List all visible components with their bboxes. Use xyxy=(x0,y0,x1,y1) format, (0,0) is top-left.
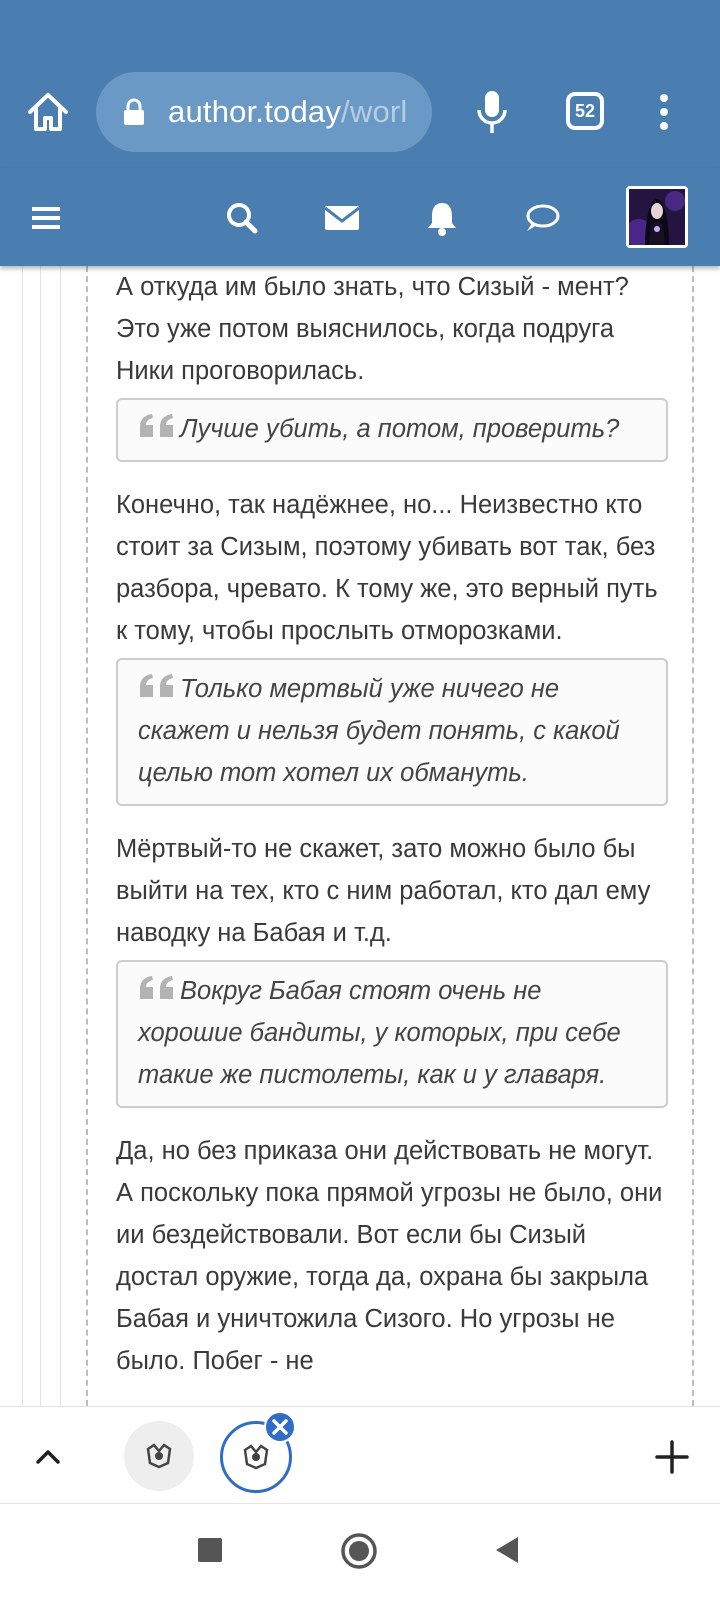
comment-paragraph: Конечно, так надёжнее, но... Неизвестно кто стоит за Сизым, поэтому убивать вот так, без разбора, чревато. К тому же, это верный путь к тому, чтобы прослыть отморозками. xyxy=(116,491,658,645)
search-icon[interactable] xyxy=(222,198,262,238)
url-domain: author.today xyxy=(168,94,342,129)
close-icon xyxy=(266,1413,294,1441)
comment-paragraph: А откуда им было знать, что Сизый - мент? Это уже потом выяснилось, когда подруга Ники проговорилась. xyxy=(116,273,629,385)
site-header xyxy=(0,168,720,266)
url-text xyxy=(168,94,408,130)
address-bar[interactable] xyxy=(96,72,432,152)
microphone-icon[interactable] xyxy=(474,88,510,136)
home-nav-icon[interactable] xyxy=(340,1532,378,1570)
comment-body xyxy=(86,266,694,1406)
hamburger-menu-icon[interactable] xyxy=(26,198,66,238)
comment-paragraph: Да, но без приказа они действовать не могут. А поскольку пока прямой угрозы не было, они ии бездействовали. Вот если бы Сизый достал оружие, тогда да, охрана бы закрыла Бабая и уничтожила Сизого. Но угрозы не было. Побег - не xyxy=(116,1137,663,1375)
quote-text: Вокруг Бабая стоят очень не хорошие бандиты, у которых, при себе такие же пистолеты, как и у главаря. xyxy=(138,977,621,1089)
tab-switcher-button[interactable]: 52 xyxy=(566,92,604,130)
chevron-up-icon[interactable] xyxy=(30,1439,66,1475)
lock-icon xyxy=(122,98,146,126)
comment-thread xyxy=(0,266,720,1406)
browser-toolbar xyxy=(0,0,720,168)
home-icon[interactable] xyxy=(24,88,72,136)
blockquote xyxy=(116,658,668,806)
quote-icon xyxy=(138,673,178,699)
avatar-image xyxy=(629,189,685,245)
chat-bubble-icon[interactable] xyxy=(522,198,562,238)
bell-icon[interactable] xyxy=(422,198,462,238)
blockquote xyxy=(116,960,668,1108)
thread-line xyxy=(60,266,61,1406)
quote-icon xyxy=(138,975,178,1001)
recents-icon[interactable] xyxy=(196,1536,224,1564)
quote-text: Только мертвый уже ничего не скажет и нельзя будет понять, с какой целью тот хотел их обмануть. xyxy=(138,675,620,787)
tab-thumbnail[interactable] xyxy=(124,1421,194,1491)
plus-icon[interactable] xyxy=(652,1437,692,1477)
back-icon[interactable] xyxy=(492,1534,522,1566)
tab-strip xyxy=(0,1406,720,1504)
site-favicon-icon xyxy=(124,1421,194,1491)
more-vertical-icon[interactable] xyxy=(652,92,676,132)
thread-line xyxy=(22,266,23,1406)
user-avatar[interactable] xyxy=(626,186,688,248)
close-tab-button[interactable] xyxy=(264,1411,296,1443)
blockquote xyxy=(116,398,668,462)
comment-paragraph: Мёртвый-то не скажет, зато можно было бы выйти на тех, кто с ним работал, кто дал ему наводку на Бабая и т.д. xyxy=(116,835,651,947)
quote-text: Лучше убить, а потом, проверить? xyxy=(180,415,620,443)
thread-line xyxy=(40,266,41,1406)
url-path: /worl xyxy=(341,94,408,129)
envelope-icon[interactable] xyxy=(322,198,362,238)
quote-icon xyxy=(138,413,178,439)
system-nav-bar xyxy=(0,1504,720,1600)
